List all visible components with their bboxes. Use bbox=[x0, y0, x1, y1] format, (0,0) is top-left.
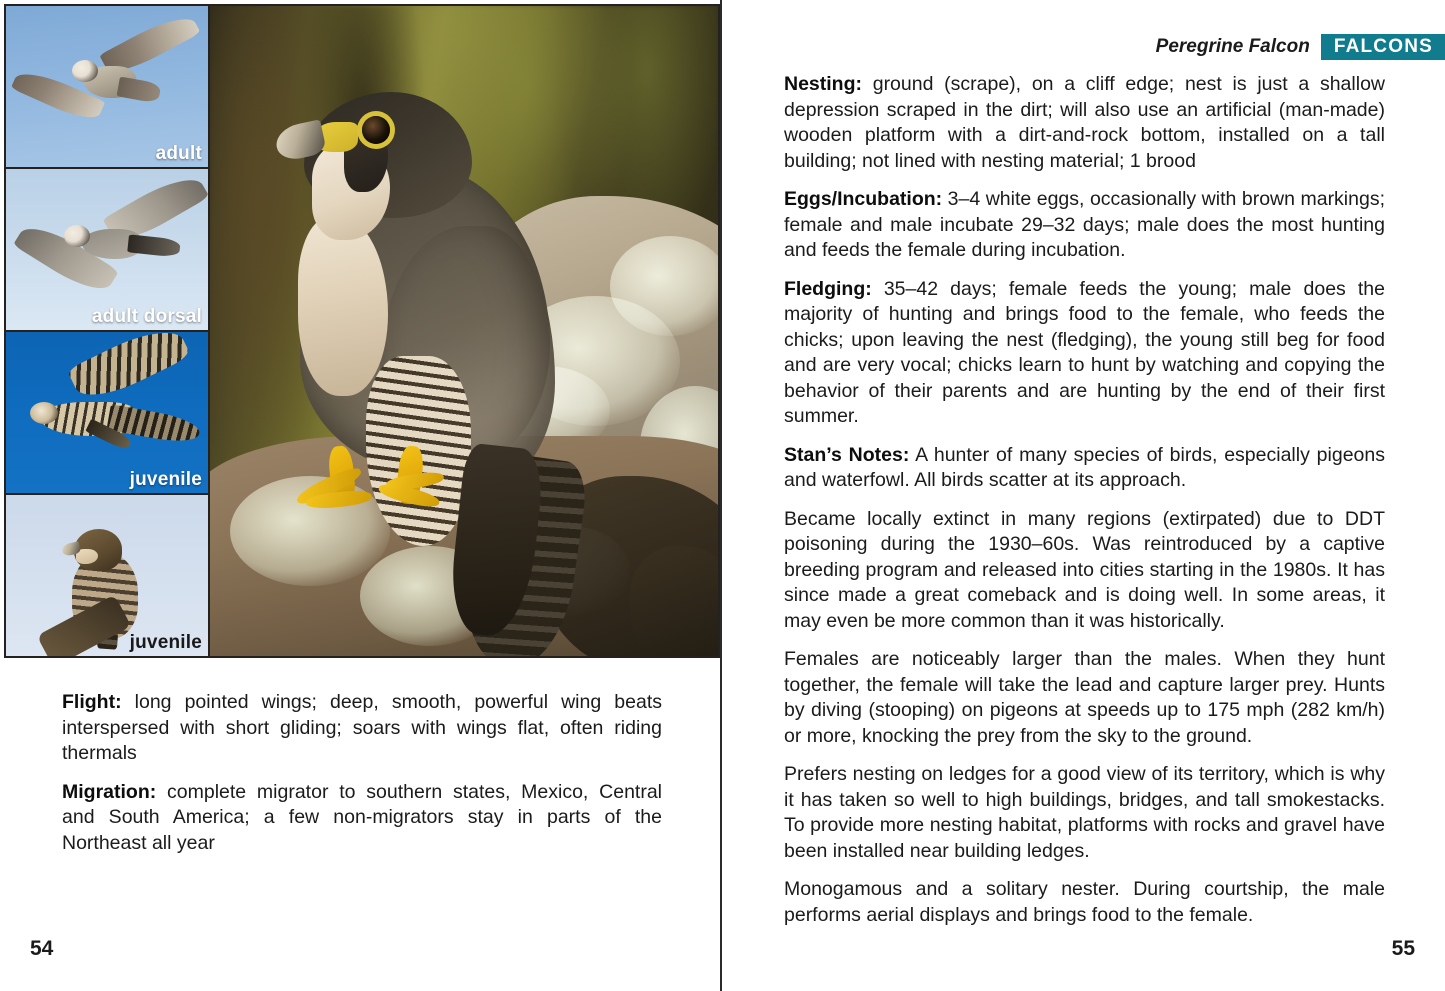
plate-label: adult bbox=[155, 143, 202, 165]
adult-falcon-subject bbox=[270, 26, 690, 656]
section-body: long pointed wings; deep, smooth, powerful wing beats interspersed with short gliding; soars with wings flat, often riding thermals bbox=[62, 691, 662, 764]
thumbnail-column bbox=[6, 6, 208, 656]
plate-label: juvenile bbox=[129, 632, 202, 654]
section-paragraph-monogamous bbox=[784, 877, 1385, 928]
plate-thumbnail-adult[interactable] bbox=[6, 6, 208, 169]
main-photograph-adult-perched[interactable] bbox=[208, 6, 718, 656]
left-text-column bbox=[62, 690, 662, 856]
right-text-column bbox=[784, 72, 1385, 928]
section-body: Females are noticeably larger than the males. When they hunt together, the female will take the lead and capture larger prey. Hunts by diving (stooping) on pigeons at speeds up to 175 mph (282 km/h) or more, knocking the prey from the sky to the ground. bbox=[784, 648, 1385, 747]
falcon-adult-ventral-illustration bbox=[14, 24, 200, 134]
section-body: A hunter of many species of birds, especially pigeons and waterfowl. All birds scatter at its approach. bbox=[784, 443, 1385, 491]
section-body: ground (scrape), on a cliff edge; nest is just a shallow depression scraped in the dirt; will also use an artificial (man-made) wooden platform with a dirt-and-rock bottom, installed on a tall building; not lined with nesting material; 1 brood bbox=[784, 73, 1385, 172]
falcon-juvenile-flight-illustration bbox=[24, 346, 200, 466]
section-paragraph-females bbox=[784, 647, 1385, 749]
section-stans-notes bbox=[784, 443, 1385, 494]
section-paragraph-extirpation bbox=[784, 507, 1385, 635]
section-body: Monogamous and a solitary nester. During courtship, the male performs aerial displays and brings food to the female. bbox=[784, 878, 1385, 926]
section-migration bbox=[62, 780, 662, 857]
right-page bbox=[722, 0, 1445, 991]
plate-thumbnail-juvenile-perched[interactable] bbox=[6, 495, 208, 656]
section-paragraph-ledges bbox=[784, 762, 1385, 864]
section-nesting bbox=[784, 72, 1385, 174]
plate-thumbnail-adult-dorsal[interactable] bbox=[6, 169, 208, 332]
falcon-adult-dorsal-illustration bbox=[20, 191, 198, 307]
plate-thumbnail-juvenile-flight[interactable] bbox=[6, 332, 208, 495]
section-heading: Migration: bbox=[62, 780, 157, 803]
plate-label: juvenile bbox=[129, 469, 202, 491]
left-page bbox=[0, 0, 722, 991]
running-head-species: Peregrine Falcon bbox=[1155, 36, 1310, 57]
section-heading: Stan’s Notes: bbox=[784, 443, 910, 466]
section-body: 35–42 days; female feeds the young; male does the majority of hunting and brings food to the female, who feeds the chicks; upon leaving the nest (fledging), the young still beg for food and are very vocal; chicks learn to hunt by watching and copying the behavior of their parents and are hunting by the end of their first summer. bbox=[784, 277, 1385, 427]
section-body: 3–4 white eggs, occasionally with brown markings; female and male incubate 29–32 days; male does the most hunting and feeds the female during incubation. bbox=[784, 188, 1385, 261]
section-body: complete migrator to southern states, Mexico, Central and South America; a few non-migrators stay in parts of the Northeast all year bbox=[62, 780, 662, 854]
running-head-group-tab: FALCONS bbox=[1321, 34, 1445, 60]
plate-label: adult dorsal bbox=[91, 306, 202, 328]
page-number-right: 55 bbox=[1391, 937, 1415, 960]
section-flight bbox=[62, 690, 662, 767]
section-fledging bbox=[784, 277, 1385, 430]
running-head bbox=[1156, 34, 1445, 60]
section-heading: Fledging: bbox=[784, 277, 872, 300]
section-heading: Flight: bbox=[62, 691, 122, 713]
page-number-left: 54 bbox=[30, 937, 54, 960]
section-eggs-incubation bbox=[784, 187, 1385, 264]
section-body: Prefers nesting on ledges for a good view of its territory, which is why it has taken so well to high buildings, bridges, and tall smokestacks. To provide more nesting habitat, platforms with rocks and gravel have been installed near building ledges. bbox=[784, 763, 1385, 862]
section-body: Became locally extinct in many regions (extirpated) due to DDT poisoning during the 1930–60s. Was reintroduced by a captive breeding program and released into cities starting in the 1980s. It has since made a great comeback and is doing well. In some areas, it may even be more common than it was historically. bbox=[784, 507, 1385, 632]
section-heading: Nesting: bbox=[784, 73, 862, 95]
plate-grid bbox=[4, 4, 720, 658]
section-heading: Eggs/Incubation: bbox=[784, 188, 943, 210]
